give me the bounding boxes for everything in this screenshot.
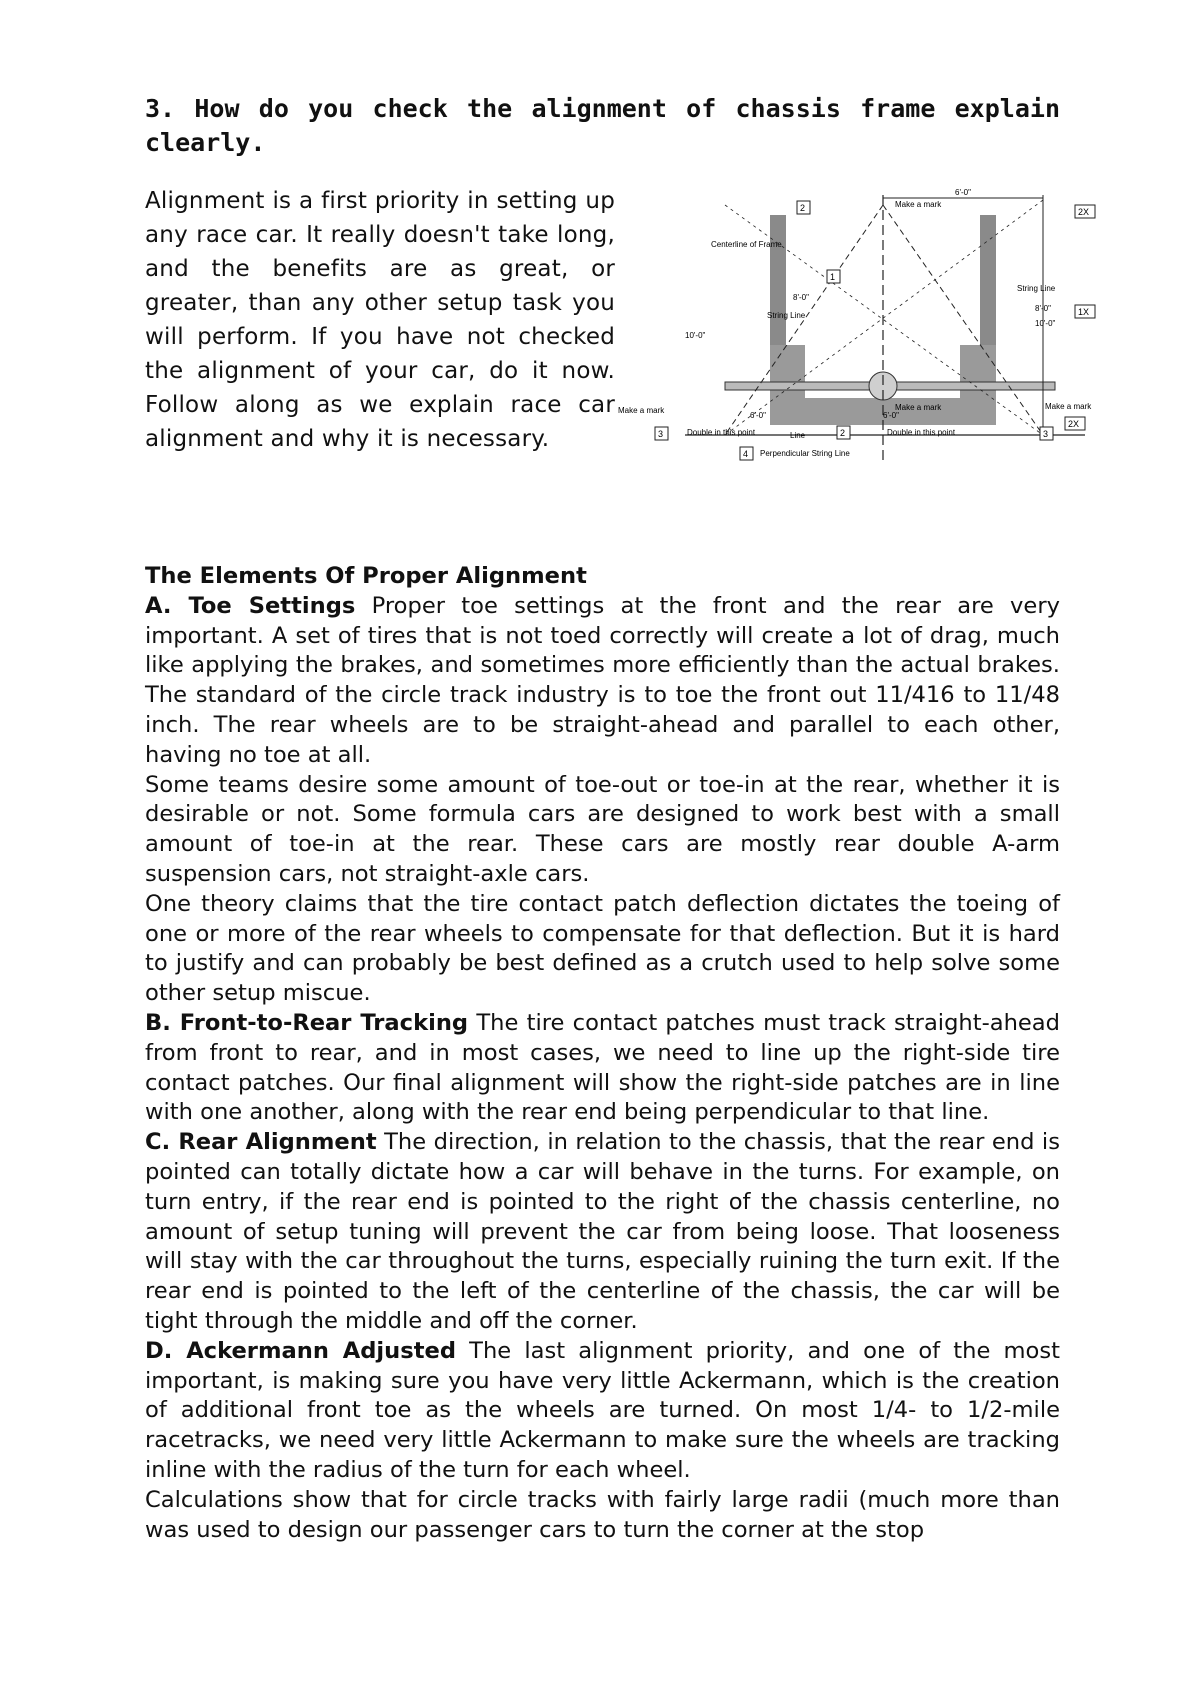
text-tracking: The tire contact patches must track straight-ahead from front to rear, and in most cases, we need to line up the right-side tire contact patches. Our final alignment will show the right-side patches are in line with one another, along with the rear end being perpendicular to that line. [145,1009,1060,1126]
paragraph-toe-settings [145,592,1060,771]
paragraph-tracking [145,1009,1060,1128]
box-2-bottom: 2 [840,428,846,438]
dim6-right: 6'-0" [883,411,899,420]
perp-label: Perpendicular String Line [760,449,850,458]
label-rear-alignment: C. Rear Alignment [145,1129,377,1156]
box-1x: 1X [1078,307,1090,317]
box-2-top: 2 [800,203,806,213]
make-mark-top: Make a mark [895,200,942,209]
paragraph-ackermann [145,1337,1060,1486]
paragraph-toe-theory: One theory claims that the tire contact patch deflection dictates the toeing of one or more of the rear wheels to compensate for that deflection. But it is hard to justify and can probably be best defined as a crutch used to help solve some other setup miscue. [145,890,1060,1007]
text-rear-alignment: The direction, in relation to the chassis, that the rear end is pointed can totally dictate how a car will behave in the turns. For example, on turn entry, if the rear end is pointed to the right of the chassis centerline, no amount of setup tuning will prevent the car from being loose. That looseness will stay with the car throughout the turns, especially ruining the turn exit. If the rear end is pointed to the left of the centerline of the chassis, the car will be tight through the middle and off the corner. [145,1129,1060,1334]
label-tracking: B. Front-to-Rear Tracking [145,1009,469,1036]
label-toe-settings: A. Toe Settings [145,592,356,619]
box-1: 1 [830,272,836,282]
chassis-alignment-diagram [618,188,1125,515]
box-2x-bottom: 2X [1068,419,1080,429]
dim6-left: 6'-0" [750,411,766,420]
body-text [145,562,1060,1545]
make-mark-left: Make a mark [618,406,665,415]
line-label: Line [790,431,806,440]
dim10-right: 10'-0" [1035,319,1056,328]
text-toe-settings: Proper toe settings at the front and the rear are very important. A set of tires that is not toed correctly will create a lot of drag, much like applying the brakes, and sometimes more efficiently than the actual brakes. The standard of the circle track industry is to toe the front out 11/416 to 11/48 inch. The rear wheels are to be straight-ahead and parallel to each other, having no toe at all. [145,592,1060,768]
string-line-right-label: String Line [1017,284,1056,293]
right-frame-rail [980,215,996,360]
section-heading: The Elements Of Proper Alignment [145,563,587,589]
paragraph-toe-teams: Some teams desire some amount of toe-out or toe-in at the rear, whether it is desirable or not. Some formula cars are designed to work best with a small amount of toe-in at the rear. These cars are mostly rear double A-arm suspension cars, not straight-axle cars. [145,771,1060,887]
string-line-left-label: String Line [767,311,806,320]
box-2x-top: 2X [1078,207,1090,217]
box-3-right: 3 [1043,429,1049,439]
make-mark-center: Make a mark [895,403,942,412]
intro-paragraph: Alignment is a first priority in setting up any race car. It really doesn't take long, and the benefits are as great, or greater, than any other setup task you will perform. If you have not checked the alignment of your car, do it now. Follow along as we explain race car alignment and why it is necessary. [145,188,615,452]
centerline-label: Centerline of Frame [711,240,782,249]
paragraph-calculations: Calculations show that for circle tracks with fairly large radii (much more than was used to design our passenger cars to turn the corner at the stop [145,1486,1060,1543]
double-left: Double in this point [687,428,756,437]
box-3-left: 3 [658,429,664,439]
dim8-right: 8'-0" [1035,304,1051,313]
dim-top: 6'-0" [955,188,971,197]
text-ackermann: The last alignment priority, and one of the most important, is making sure you have very little Ackermann, which is the creation of additional front toe as the wheels are turned. On most 1/4- to 1/2-mile racetracks, we need very little Ackermann to make sure the wheels are tracking inline with the radius of the turn for each wheel. [145,1337,1060,1483]
question-title: 3. How do you check the alignment of chassis frame explain clearly. [145,94,1060,157]
box-4: 4 [743,449,749,459]
paragraph-rear-alignment [145,1128,1060,1337]
dim10-left: 10'-0" [685,331,706,340]
left-frame-rail [770,215,786,360]
make-mark-right: Make a mark [1045,402,1092,411]
label-ackermann: D. Ackermann Adjusted [145,1337,456,1364]
double-right: Double in this point [887,428,956,437]
dim8-left: 8'-0" [793,293,809,302]
